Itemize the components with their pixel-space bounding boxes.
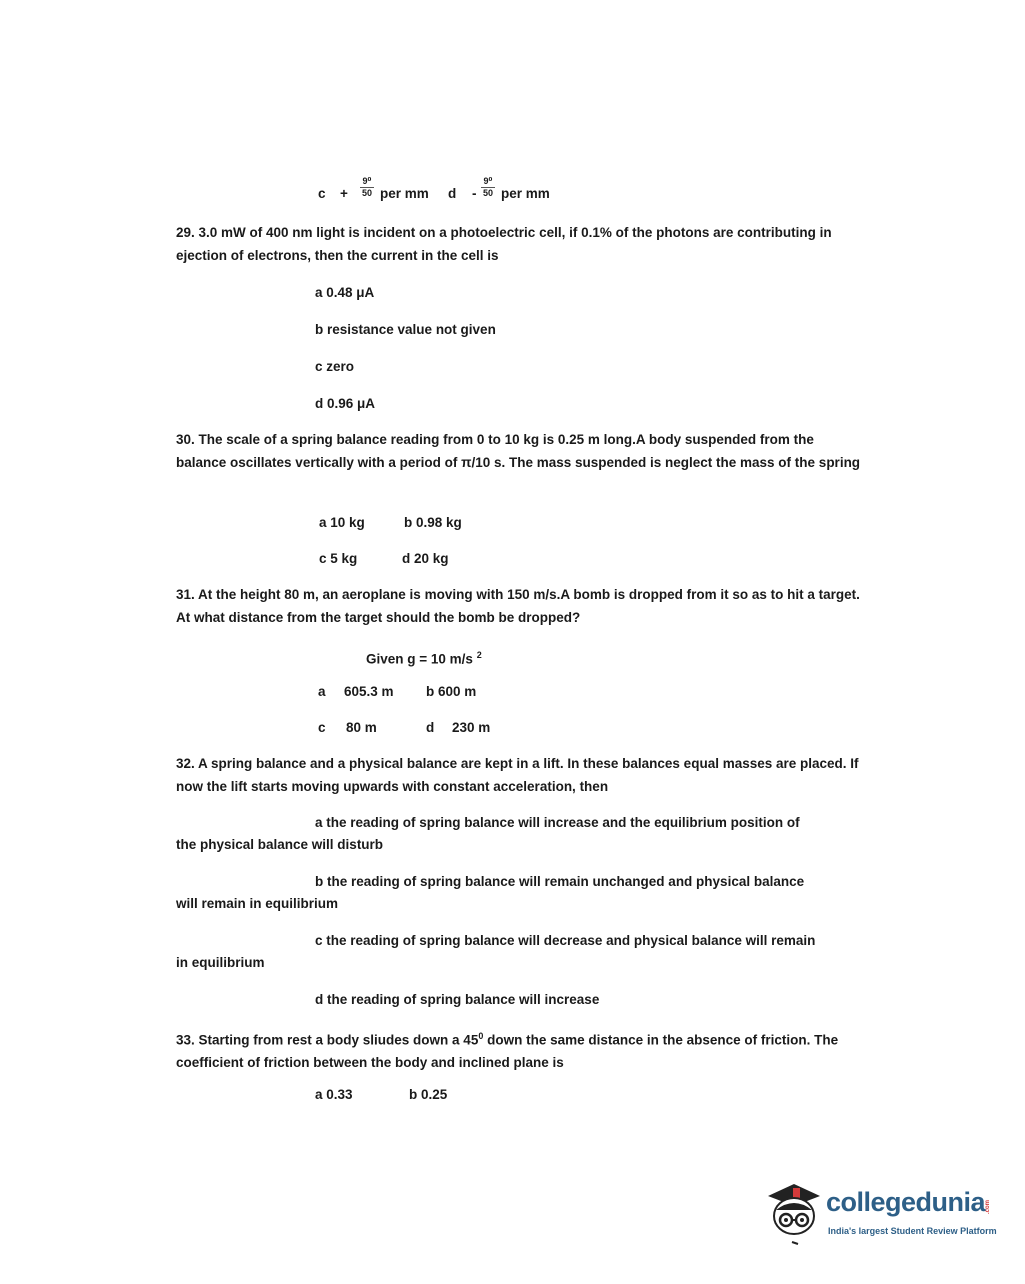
option-d-numerator: 9⁰	[483, 176, 493, 186]
question-30: 30. The scale of a spring balance reading from 0 to 10 kg is 0.25 m long.A body suspended from the balance oscillates vertically with a period of π/10 s. The mass suspended is neglect the mass of the spring	[176, 432, 861, 470]
q32-option-a-line2: the physical balance will disturb	[176, 837, 384, 852]
q29-option-b: b resistance value not given	[315, 322, 496, 337]
option-d-sign: -	[472, 186, 477, 201]
q32-option-b-line2: will remain in equilibrium	[176, 896, 339, 911]
q30-option-b: b 0.98 kg	[404, 515, 462, 530]
q31-option-a-label: a	[318, 684, 326, 699]
q29-option-c: c zero	[315, 359, 355, 374]
q29-option-a: a 0.48 μA	[315, 285, 375, 300]
q32-option-d: d the reading of spring balance will increase	[315, 992, 600, 1007]
q33-degree: 0	[478, 1031, 484, 1041]
question-32: 32. A spring balance and a physical balance are kept in a lift. In these balances equal masses are placed. If now the lift starts moving upwards with constant acceleration, then	[176, 756, 859, 794]
q31-option-b: b 600 m	[426, 684, 477, 699]
q31-option-c-label: c	[318, 720, 326, 735]
brand-tagline: India's largest Student Review Platform	[828, 1226, 997, 1236]
option-c-unit: per mm	[380, 186, 429, 201]
q32-option-a-line1: a the reading of spring balance will increase and the equilibrium position of	[315, 815, 800, 830]
q30-option-a: a 10 kg	[319, 515, 365, 530]
option-d-fraction	[479, 176, 497, 198]
q31-option-d-label: d	[426, 720, 435, 735]
q31-given-text: Given g = 10 m/s	[366, 651, 473, 667]
q32-option-b-line1: b the reading of spring balance will remain unchanged and physical balance	[315, 874, 805, 889]
q33-option-a: a 0.33	[315, 1087, 353, 1102]
option-c-denominator: 50	[361, 188, 372, 198]
option-d-label: d	[448, 186, 457, 201]
q31-option-a-value: 605.3 m	[344, 684, 394, 699]
q31-option-c-value: 80 m	[346, 720, 377, 735]
option-c-numerator: 9⁰	[362, 176, 372, 186]
q33-text-end: down the same distance in the absence of friction. The coefficient of friction between the body and inclined plane is	[176, 1032, 839, 1070]
q32-option-c-line1: c the reading of spring balance will decrease and physical balance will remain	[315, 933, 816, 948]
q31-given	[366, 646, 482, 669]
q33-option-b: b 0.25	[409, 1087, 448, 1102]
option-c-sign: +	[340, 186, 348, 201]
question-33	[176, 1025, 866, 1075]
q30-option-c: c 5 kg	[319, 551, 358, 566]
option-c-label: c	[318, 186, 326, 201]
q33-text-start: 33. Starting from rest a body sliudes down a 45	[176, 1032, 479, 1048]
option-d-unit: per mm	[501, 186, 550, 201]
brand-name: collegedunia	[826, 1187, 986, 1217]
q29-option-d: d 0.96 μA	[315, 396, 376, 411]
option-c-fraction	[358, 176, 376, 198]
question-29: 29. 3.0 mW of 400 nm light is incident on a photoelectric cell, if 0.1% of the photons are contributing in ejection of electrons, then the current in the cell is	[176, 225, 832, 263]
q32-option-c-line2: in equilibrium	[176, 955, 265, 970]
q31-given-exponent: 2	[476, 650, 482, 660]
question-31: 31. At the height 80 m, an aeroplane is moving with 150 m/s.A bomb is dropped from it so as to hit a target. At what distance from the target should the bomb be dropped?	[176, 587, 860, 625]
q31-option-d-value: 230 m	[452, 720, 491, 735]
q30-option-d: d 20 kg	[402, 551, 449, 566]
option-d-denominator: 50	[482, 188, 493, 198]
brand-domain: .com	[985, 1199, 992, 1215]
